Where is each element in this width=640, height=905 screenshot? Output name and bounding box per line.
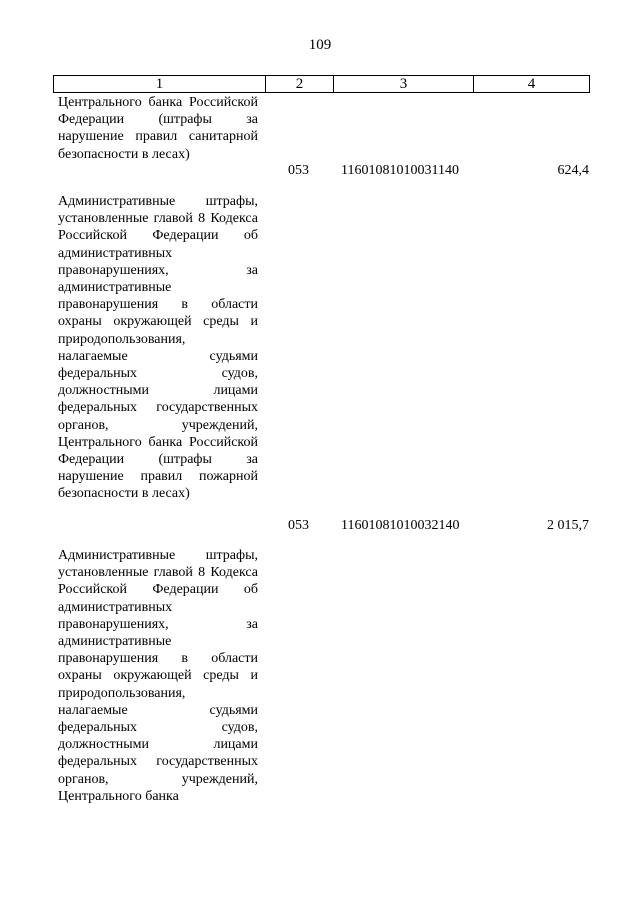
- table-row: [58, 94, 589, 178]
- row-admin-code: 053: [288, 518, 309, 533]
- row-value: 2 015,7: [547, 518, 589, 533]
- column-header-2: 2: [266, 76, 334, 93]
- column-header-row: [54, 76, 590, 93]
- column-header-4: 4: [474, 76, 590, 93]
- row-kbk-code: 11601081010032140: [341, 518, 460, 533]
- table-row: [58, 193, 589, 533]
- row-description: Административные штрафы, установленные главой 8 Кодекса Российской Федерации об административных правонарушениях, за административные правонарушения в области охраны окружающей среды и природопользования, налагаемые судьями федеральных судов, должностными лицами федеральных государственных органов, учреждений, Центрального банка Российской Федерации (штрафы за нарушение правил пожарной безопасности в лесах): [58, 194, 258, 502]
- row-value: 624,4: [557, 163, 589, 178]
- row-description: Административные штрафы, установленные главой 8 Кодекса Российской Федерации об административных правонарушениях, за административные правонарушения в области охраны окружающей среды и природопользования, налагаемые судьями федеральных судов, должностными лицами федеральных государственных органов, учреждений, Центрального банка: [58, 548, 258, 804]
- row-admin-code: 053: [288, 163, 309, 178]
- table-row: [58, 547, 589, 805]
- page-number: 109: [308, 37, 332, 53]
- column-header-1: 1: [54, 76, 266, 93]
- row-description: Центрального банка Российской Федерации (штрафы за нарушение правил санитарной безопасности в лесах): [58, 95, 258, 162]
- row-kbk-code: 11601081010031140: [341, 163, 459, 178]
- column-header-3: 3: [334, 76, 474, 93]
- column-header-table: [53, 75, 590, 93]
